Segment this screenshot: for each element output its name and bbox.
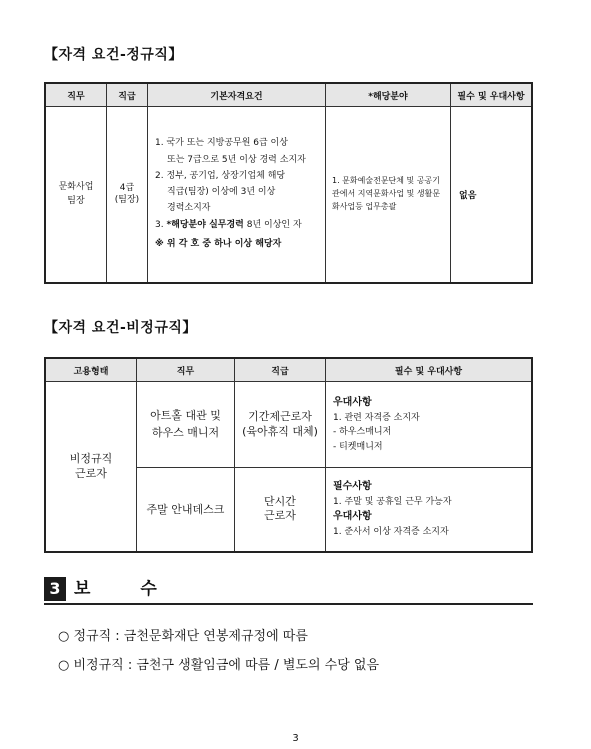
- header-grade: 직급: [107, 83, 148, 107]
- field-cell: 1. 문화예술전문단체 및 공공기관에서 지역문화사업 및 생활문화사업등 업무총괄: [326, 107, 451, 283]
- employment-cell: 비정규직 근로자: [45, 382, 137, 552]
- requirement-1-cont: 또는 7급으로 5년 이상 경력 소지자: [167, 154, 306, 165]
- table-row: [45, 382, 532, 468]
- requirement-3-bold: *해당분야 실무경력: [166, 219, 244, 230]
- pref-item: - 하우스매니저: [333, 427, 392, 438]
- section3-number: 3: [44, 577, 66, 601]
- requirement-1: 1. 국가 또는 지방공무원 6급 이상: [155, 138, 288, 149]
- pref-cell-1: [326, 382, 533, 468]
- requirement-2-cont2: 경력소지자: [167, 203, 211, 214]
- header-basic-requirements: 기본자격요건: [148, 83, 326, 107]
- pref-item: - 티켓매니저: [333, 441, 383, 452]
- table-header-row: [45, 358, 532, 382]
- grade-cell-2: 단시간 근로자: [235, 468, 326, 552]
- req-heading: 필수사항: [333, 480, 372, 492]
- requirement-3-rest: 8년 이상인 자: [243, 219, 302, 230]
- section3-title: 보 수: [74, 579, 179, 599]
- requirement-3: [155, 218, 314, 233]
- job-cell-2: 주말 안내데스크: [137, 468, 235, 552]
- pay-item-regular: ○ 정규직 : 금천문화재단 연봉제규정에 따름: [58, 629, 308, 644]
- nonregular-requirements-table: [44, 357, 533, 553]
- requirement-2-cont: 직급(팀장) 이상에 3년 이상: [167, 187, 276, 198]
- header-grade: 직급: [235, 358, 326, 382]
- section3-header: [44, 577, 533, 603]
- page-number: 3: [292, 733, 299, 744]
- job-cell-1: 아트홀 대관 및 하우스 매니저: [137, 382, 235, 468]
- header-job: 직무: [45, 83, 107, 107]
- pref-item: 1. 관련 자격증 소지자: [333, 412, 420, 423]
- table-header-row: [45, 83, 532, 107]
- pay-item-nonregular: ○ 비정규직 : 금천구 생활임금에 따름 / 별도의 수당 없음: [58, 658, 380, 673]
- grade-cell-1: 기간제근로자 (육아휴직 대체): [235, 382, 326, 468]
- requirement-note: ※ 위 각 호 중 하나 이상 해당자: [155, 238, 282, 249]
- pref-heading: 우대사항: [333, 511, 372, 523]
- header-job: 직무: [137, 358, 235, 382]
- req-item: 1. 주말 및 공휴일 근무 가능자: [333, 496, 452, 507]
- header-field: *해당분야: [326, 83, 451, 107]
- header-required-preferred: 필수 및 우대사항: [326, 358, 533, 382]
- section1-title: 【자격 요건-정규직】: [44, 47, 183, 63]
- required-cell: 없음: [451, 107, 533, 283]
- pref-heading: 우대사항: [333, 396, 372, 408]
- header-required-preferred: 필수 및 우대사항: [451, 83, 533, 107]
- pref-item: 1. 준사서 이상 자격증 소지자: [333, 527, 449, 538]
- table-row: [45, 107, 532, 283]
- section2-title: 【자격 요건-비정규직】: [44, 320, 197, 336]
- grade-cell: 4급 (팀장): [107, 107, 148, 283]
- regular-requirements-table: [44, 82, 533, 284]
- job-cell: 문화사업 팀장: [45, 107, 107, 283]
- section3-divider: [44, 603, 533, 605]
- header-employment: 고용형태: [45, 358, 137, 382]
- requirements-cell: [148, 107, 326, 283]
- pref-cell-2: [326, 468, 533, 552]
- requirement-3-prefix: 3.: [155, 219, 167, 230]
- requirement-2: 2. 정부, 공기업, 상장기업체 해당: [155, 170, 286, 181]
